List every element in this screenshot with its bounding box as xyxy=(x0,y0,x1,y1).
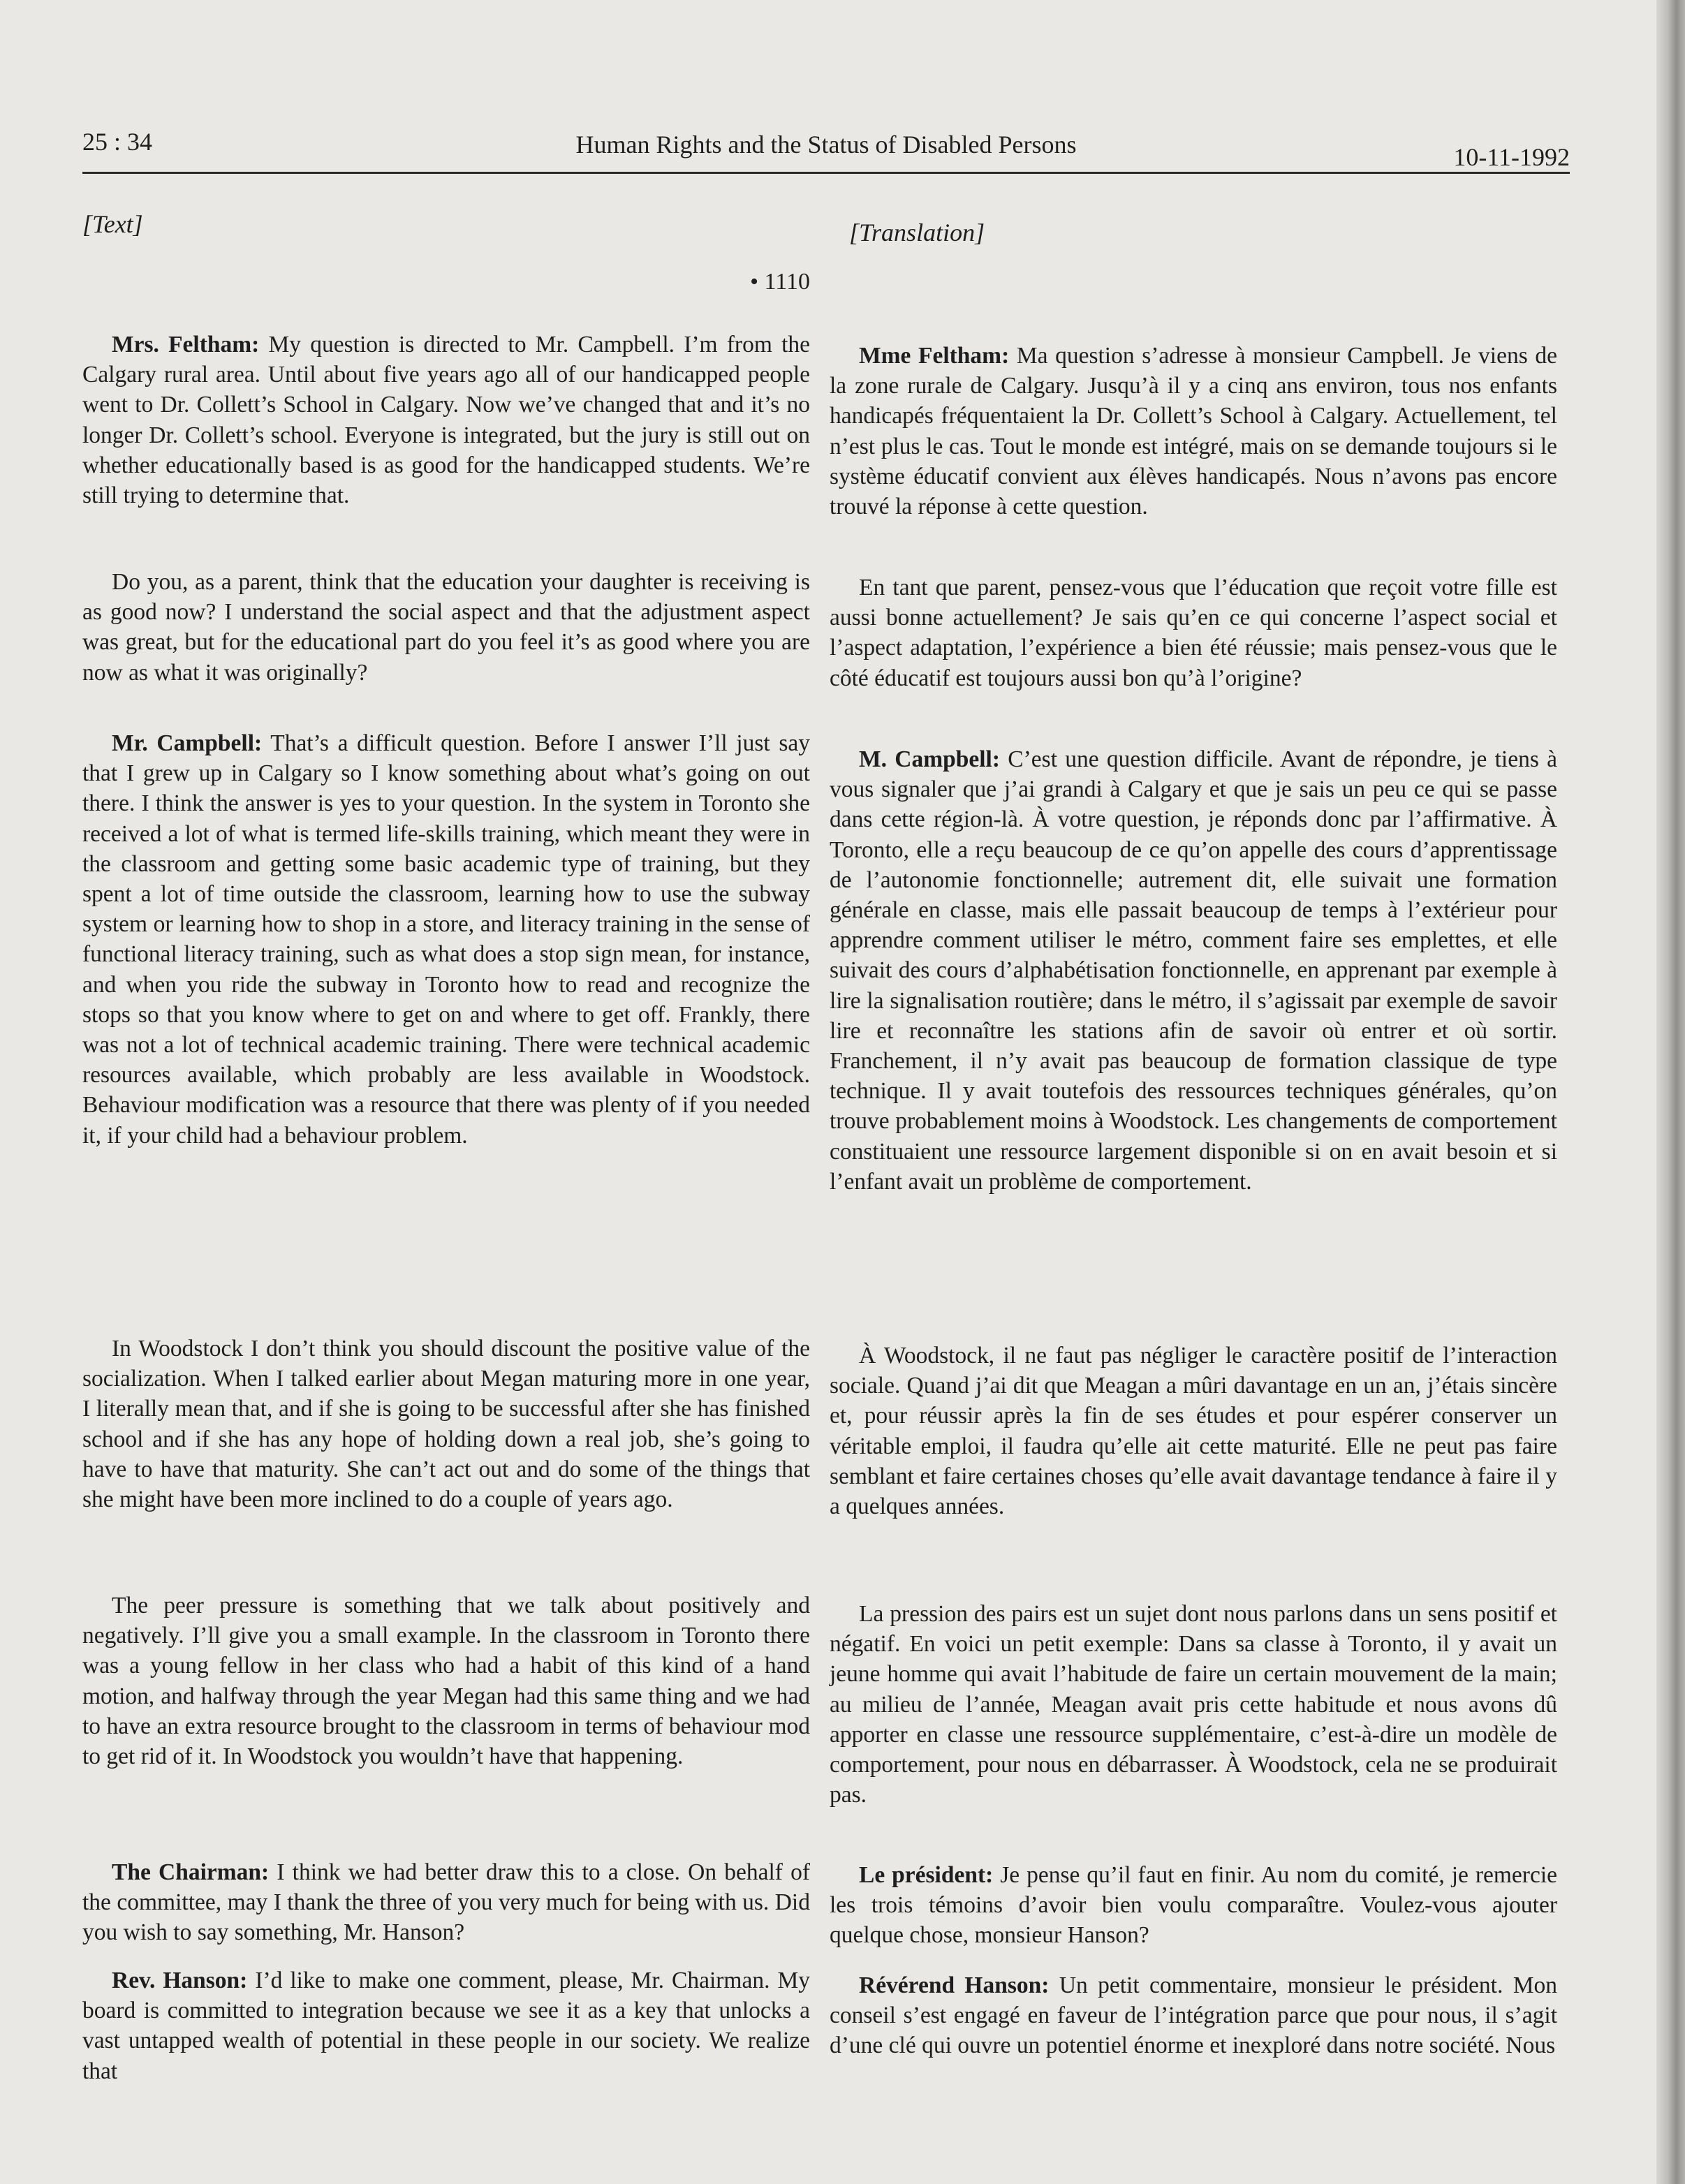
speaker-name: Mrs. Feltham: xyxy=(112,332,260,357)
paragraph-text: The peer pressure is something that we talk about positively and negatively. I’ll give you a small example. In the classroom in Toronto there was a young fellow in her class who had a habit of this kind of a hand motion, and halfway through the year Megan had this same thing and we had to have an extra resource brought to the classroom in terms of behaviour mod to get rid of it. In Woodstock you wouldn’t have that happening. xyxy=(82,1593,810,1770)
paragraph xyxy=(830,573,1557,693)
speaker-name: The Chairman: xyxy=(112,1859,270,1885)
speaker-name: Mr. Campbell: xyxy=(112,730,263,756)
paragraph xyxy=(82,1857,810,1948)
header-date: 10-11-1992 xyxy=(1453,143,1570,171)
paragraph xyxy=(830,341,1557,522)
section-tag-translation: [Translation] xyxy=(849,219,985,246)
paragraph-text: Un petit commentaire, monsieur le président. Mon conseil s’est engagé en faveur de l’intégration parce que pour nous, il s’agit d’une clé qui ouvre un potentiel énorme et inexploré dans notre société. Nous xyxy=(830,1972,1557,2059)
running-title: Human Rights and the Status of Disabled Persons xyxy=(575,131,1077,158)
header-rule xyxy=(82,172,1570,174)
paragraph xyxy=(82,1334,810,1514)
paragraph xyxy=(830,1341,1557,1521)
speaker-name: Révérend Hanson: xyxy=(859,1972,1050,1998)
page-number: 25 : 34 xyxy=(82,128,153,156)
paragraph-text: That’s a difficult question. Before I answer I’ll just say that I grew up in Calgary so I know something about what’s going on out there. I think the answer is yes to your question. In the system in Toronto she received a lot of what is termed life-skills training, which meant they were in the classroom and getting some basic academic type of training, but they spent a lot of time outside the classroom, learning how to use the subway system or learning how to shop in a store, and literacy training in the sense of functional literacy training, such as what does a stop sign mean, for instance, and when you ride the subway in Toronto how to read and recognize the stops so that you know where to get on and where to get off. Frankly, there was not a lot of technical academic training. There were technical academic resources available, which probably are less available in Woodstock. Behaviour modification was a resource that there was plenty of if you needed it, if your child had a behaviour problem. xyxy=(82,730,810,1149)
time-stamp: • 1110 xyxy=(750,269,810,295)
section-tag-text: [Text] xyxy=(82,210,143,238)
paragraph-text: Do you, as a parent, think that the education your daughter is receiving is as good now? I understand the social aspect and that the adjustment aspect was great, but for the educational part do you feel it’s as good where you are now as what it was originally? xyxy=(82,569,810,686)
paragraph xyxy=(82,1591,810,1771)
speaker-name: Rev. Hanson: xyxy=(112,1968,248,1993)
paragraph xyxy=(830,1860,1557,1951)
paragraph-text: Ma question s’adresse à monsieur Campbell. Je viens de la zone rurale de Calgary. Jusqu’à il y a cinq ans environ, tous nos enfants handicapés fréquentaient la Dr. Collett’s School à Calgary. Actuellement, tel n’est plus le cas. Tout le monde est intégré, mais on se demande toujours si le système éducatif convient aux élèves handicapés. Nous n’avons pas encore trouvé la réponse à cette question. xyxy=(830,343,1557,520)
paragraph xyxy=(82,728,810,1151)
paragraph-text: La pression des pairs est un sujet dont nous parlons dans un sens positif et négatif. En voici un petit exemple: Dans sa classe à Toronto, il y avait un jeune homme qui avait l’habitude de faire un certain mouvement de la main; au milieu de l’année, Meagan avait pris cette habitude et nous avons dû apporter en classe une ressource supplémentaire, c’est-à-dire un modèle de comportement, pour nous en débarrasser. À Woodstock, cela ne se produirait pas. xyxy=(830,1601,1557,1808)
paragraph-text: À Woodstock, il ne faut pas négliger le caractère positif de l’interaction sociale. Quand j’ai dit que Meagan a mûri davantage en un an, j’étais sincère et, pour réussir après la fin de ses études et pour espérer conserver un véritable emploi, il faudra qu’elle ait cette maturité. Elle ne peut pas faire semblant et faire certaines choses qu’elle avait davantage tendance à faire il y a quelques années. xyxy=(830,1343,1557,1520)
paragraph-text: En tant que parent, pensez-vous que l’éducation que reçoit votre fille est aussi bonne actuellement? Je sais qu’en ce qui concerne l’aspect social et l’aspect adaptation, l’expérience a bien été réussie; mais pensez-vous que le côté éducatif est toujours aussi bon qu’à l’origine? xyxy=(830,575,1557,691)
speaker-name: Le président: xyxy=(859,1862,994,1888)
paragraph-text: My question is directed to Mr. Campbell. I’m from the Calgary rural area. Until about five years ago all of our handicapped people went to Dr. Collett’s School in Calgary. Now we’ve changed that and it’s no longer Dr. Collett’s school. Everyone is integrated, but the jury is still out on whether educationally based is as good for the handicapped students. We’re still trying to determine that. xyxy=(82,332,810,509)
paragraph xyxy=(830,744,1557,1197)
paragraph xyxy=(830,1599,1557,1810)
page-edge xyxy=(1656,0,1685,2184)
paragraph-text: I think we had better draw this to a close. On behalf of the committee, may I thank the three of you very much for being with us. Did you wish to say something, Mr. Hanson? xyxy=(82,1859,810,1946)
paragraph xyxy=(82,330,810,510)
paragraph-text: In Woodstock I don’t think you should discount the positive value of the socialization. When I talked earlier about Megan maturing more in one year, I literally mean that, and if she is going to be successful after she has finished school and if she has any hope of holding down a real job, she’s going to have to have that maturity. She can’t act out and do some of the things that she might have been more inclined to do a couple of years ago. xyxy=(82,1336,810,1513)
speaker-name: M. Campbell: xyxy=(859,746,1001,772)
speaker-name: Mme Feltham: xyxy=(859,343,1010,369)
paragraph xyxy=(82,567,810,688)
paragraph xyxy=(830,1970,1557,2061)
paragraph xyxy=(82,1965,810,2086)
paragraph-text: I’d like to make one comment, please, Mr. Chairman. My board is committed to integration because we see it as a key that unlocks a vast untapped wealth of potential in these people in our society. We realize that xyxy=(82,1968,810,2084)
paragraph-text: Je pense qu’il faut en finir. Au nom du comité, je remercie les trois témoins d’avoir bien voulu comparaître. Voulez-vous ajouter quelque chose, monsieur Hanson? xyxy=(830,1862,1557,1949)
page-header xyxy=(82,126,1570,171)
paragraph-text: C’est une question difficile. Avant de répondre, je tiens à vous signaler que j’ai grandi à Calgary et que je sais un peu ce qui se passe dans cette région-là. À votre question, je réponds donc par l’affirmative. À Toronto, elle a reçu beaucoup de ce qu’on appelle des cours d’apprentissage de l’autonomie fonctionnelle; autrement dit, elle suivait une formation générale en classe, mais elle passait beaucoup de temps à l’extérieur pour apprendre comment utiliser le métro, comment faire ses emplettes, et elle suivait des cours d’alphabétisation fonctionnelle, en apprenant par exemple à lire la signalisation routière; dans le métro, il s’agissait par exemple de savoir lire et reconnaître les stations afin de savoir où entrer et où sortir. Franchement, il n’y avait pas beaucoup de formation classique de type technique. Il y avait toutefois des ressources techniques générales, qu’on trouve probablement moins à Woodstock. Les changements de comportement constituaient une ressource largement disponible si on en avait besoin et si l’enfant avait un problème de comportement. xyxy=(830,746,1557,1195)
